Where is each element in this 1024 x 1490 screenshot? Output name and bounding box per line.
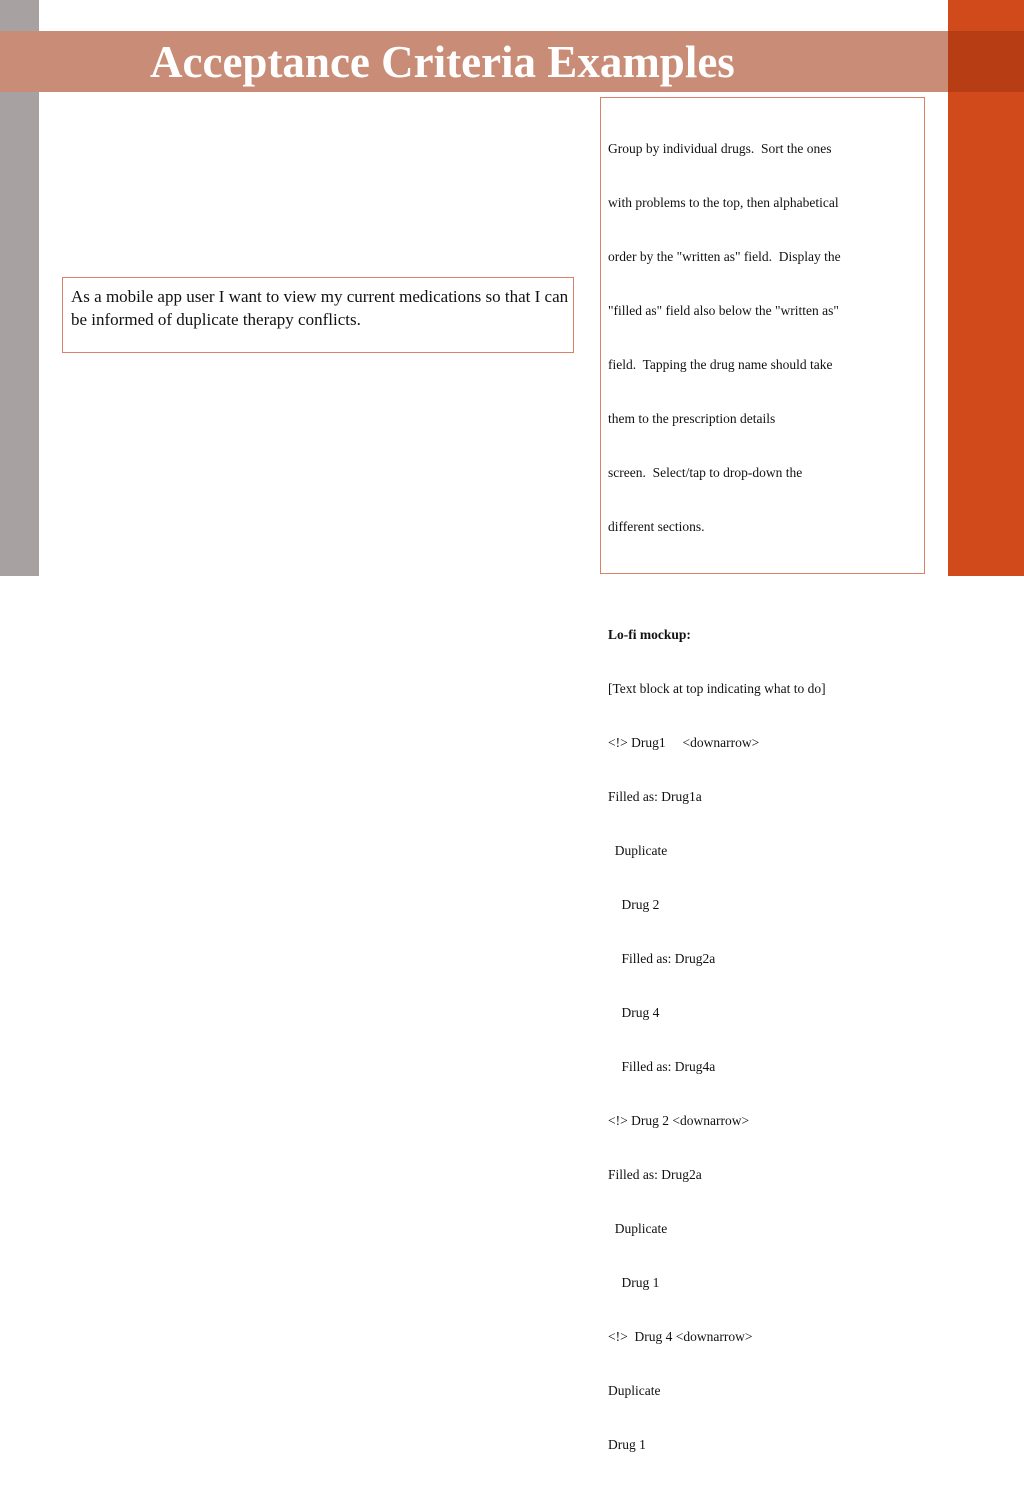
acceptance-criteria-box	[600, 97, 925, 1452]
mockup-line: Filled as: Drug4a	[608, 1059, 716, 1074]
title-band-right-segment	[948, 31, 1024, 92]
criteria-description-line: them to the prescription details	[608, 411, 776, 426]
mockup-line: Drug 2	[608, 897, 660, 912]
criteria-description-line: Group by individual drugs. Sort the ones	[608, 141, 832, 156]
criteria-description-line: with problems to the top, then alphabetical	[608, 195, 839, 210]
mockup-line: Drug 1	[608, 1437, 646, 1452]
spacer	[608, 572, 924, 590]
mockup-line: Filled as: Drug2a	[608, 951, 716, 966]
mockup-heading: Lo-fi mockup:	[608, 627, 691, 642]
mockup-line: <!> Drug 2 <downarrow>	[608, 1113, 750, 1128]
user-story-text: As a mobile app user I want to view my current medications so that I can be informed of duplicate therapy conflicts.	[71, 287, 569, 329]
criteria-description-line: "filled as" field also below the "written as"	[608, 303, 839, 318]
mockup-line: Filled as: Drug2a	[608, 1167, 702, 1182]
mockup-line: [Text block at top indicating what to do]	[608, 681, 826, 696]
user-story-box	[62, 277, 574, 353]
mockup-line: Duplicate	[608, 1383, 661, 1398]
criteria-description-line: field. Tapping the drug name should take	[608, 357, 833, 372]
criteria-description-line: screen. Select/tap to drop-down the	[608, 465, 803, 480]
mockup-line: Filled as: Drug1a	[608, 789, 702, 804]
criteria-description-line: order by the "written as" field. Display the	[608, 249, 841, 264]
mockup-line: Drug 1	[608, 1275, 660, 1290]
mockup-line: <!> Drug1 <downarrow>	[608, 735, 760, 750]
mockup-line: Drug 4	[608, 1005, 660, 1020]
mockup-line: Duplicate	[608, 843, 668, 858]
mockup-line: <!> Drug 4 <downarrow>	[608, 1329, 753, 1344]
mockup-line: Duplicate	[608, 1221, 668, 1236]
criteria-description-line: different sections.	[608, 519, 705, 534]
slide-title: Acceptance Criteria Examples	[150, 37, 735, 87]
